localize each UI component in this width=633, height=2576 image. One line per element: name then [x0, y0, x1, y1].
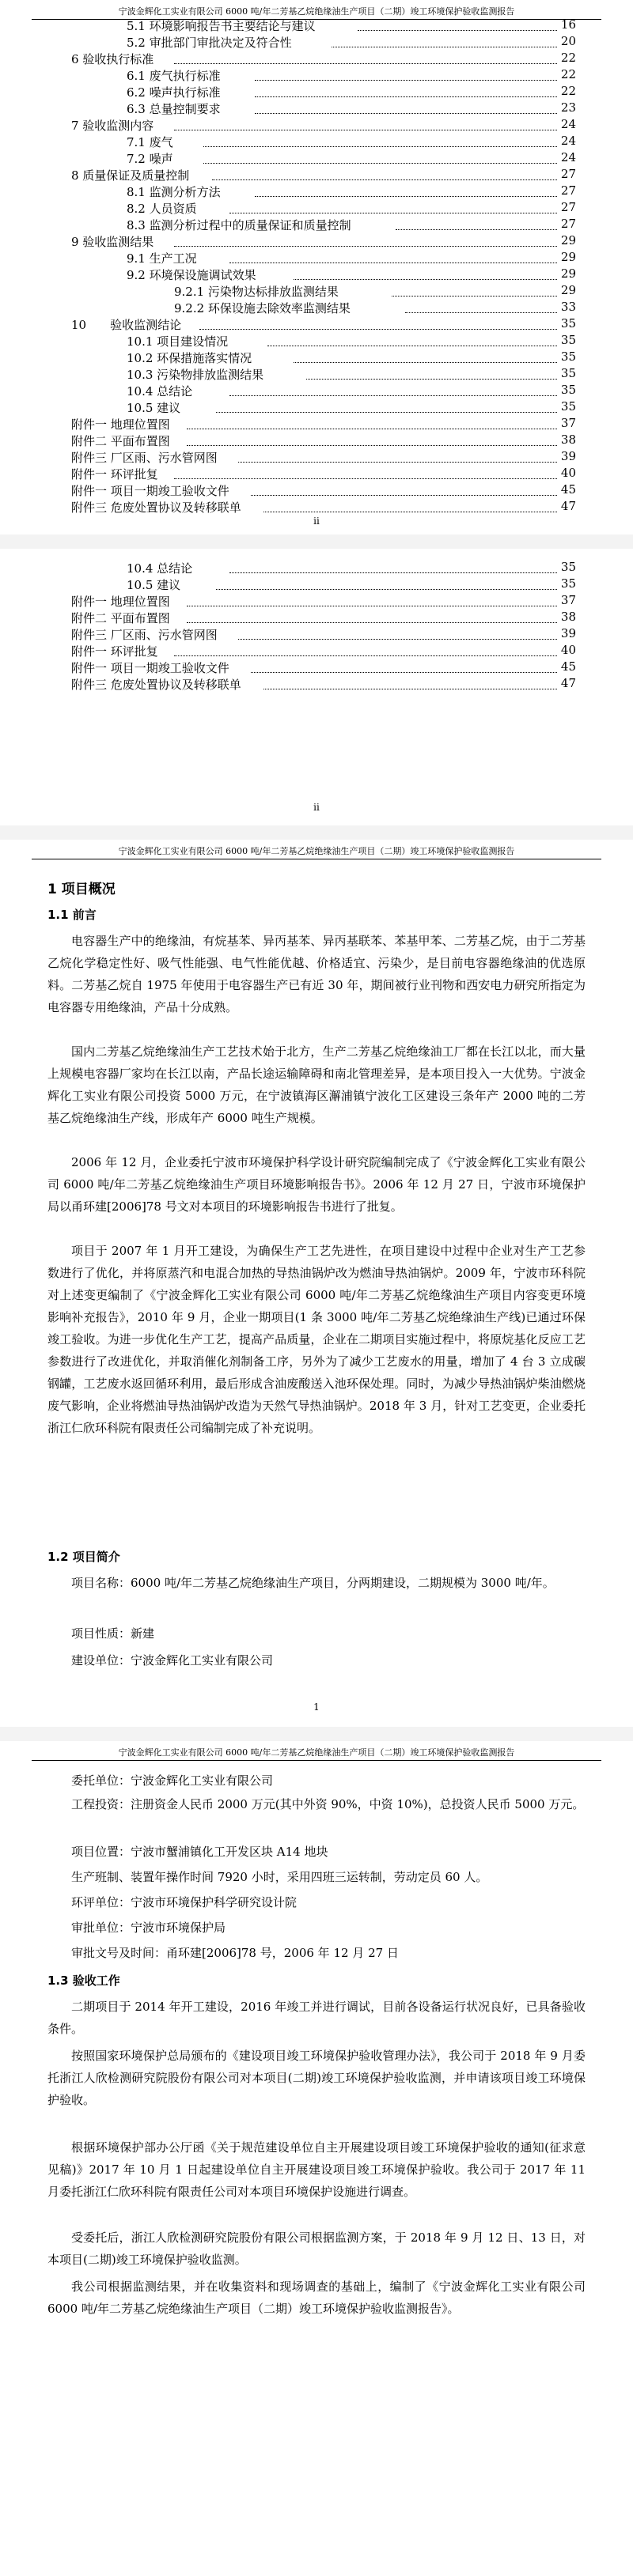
toc-entry-page: 35	[560, 383, 576, 397]
toc-entry-page: 45	[560, 659, 576, 674]
toc-entry-title: 10 验收监测结论	[71, 318, 182, 332]
toc-entry-page: 22	[560, 67, 576, 81]
toc-entry-title: 9.2 环境保设施调试效果	[127, 268, 256, 282]
paragraph: 我公司根据监测结果，并在收集资料和现场调查的基础上，编制了《宁波金辉化工实业有限公司 6000 吨/年二芳基乙烷绝缘油生产项目（二期）竣工环境保护验收监测报告》。	[47, 2279, 586, 2316]
info-line: 项目性质：新建	[71, 1626, 155, 1641]
toc-leader	[396, 217, 557, 230]
toc-entry-title: 8.1 监测分析方法	[127, 185, 221, 199]
toc-entry-title: 7 验收监测内容	[71, 119, 154, 133]
toc-entry-title: 附件一 环评批复	[71, 644, 158, 659]
toc-entry-page: 35	[560, 316, 576, 330]
toc-leader	[187, 432, 557, 446]
toc-entry-page: 47	[560, 499, 576, 513]
paragraph: 二期项目于 2014 年开工建设，2016 年竣工并进行调试，目前各设备运行状况良好，已具备验收条件。	[47, 2000, 586, 2036]
toc-entry-page: 35	[560, 576, 576, 591]
toc-entry-title: 附件一 环评批复	[71, 467, 158, 482]
info-line: 环评单位：宁波市环境保护科学研究设计院	[71, 1895, 298, 1909]
toc-entry-page: 35	[560, 399, 576, 414]
toc-leader	[251, 482, 557, 496]
toc-entry-title: 10.4 总结论	[127, 384, 193, 398]
toc-entry-title: 附件二 平面布置图	[71, 434, 170, 448]
toc-leader	[405, 300, 557, 313]
toc-entry-title: 附件三 厂区雨、污水管网图	[71, 628, 218, 642]
toc-entry-title: 10.4 总结论	[127, 561, 193, 576]
toc-entry-page: 27	[560, 217, 576, 231]
info-line: 建设单位：宁波金辉化工实业有限公司	[71, 1653, 274, 1668]
info-line: 项目位置：宁波市蟹浦镇化工开发区块 A14 地块	[71, 1845, 328, 1859]
paragraph: 电容器生产中的绝缘油，有烷基苯、异丙基苯、异丙基联苯、苯基甲苯、二芳基乙烷，由于二芳基乙烷化学稳定性好、吸气性能强、电气性能优越、价格适宜、污染少，是目前电容器绝缘油的优选原料。二芳基乙烷自 1975 年使用于电容器生产已有近 30 年，期间被行业刊物和西安电力研究所指定为电容器专用绝缘油，产品十分成熟。	[47, 934, 586, 1014]
page-separator	[0, 825, 633, 840]
toc-leader	[255, 67, 557, 81]
page-separator	[0, 1727, 633, 1741]
toc-entry-title: 5.2 审批部门审批决定及符合性	[127, 36, 292, 50]
toc-entry-title: 10.5 建议	[127, 578, 181, 592]
toc-entry-page: 35	[560, 349, 576, 364]
toc-entry-page: 29	[560, 250, 576, 264]
toc-entry-title: 6.1 废气执行标准	[127, 69, 221, 83]
toc-leader	[263, 499, 557, 512]
toc-entry-page: 40	[560, 466, 576, 480]
subsection-title: 1.2 项目简介	[47, 1550, 120, 1564]
toc-entry-title: 10.3 污染物排放监测结果	[127, 368, 264, 382]
toc-leader	[358, 17, 557, 31]
toc-leader	[238, 449, 557, 463]
toc-leader	[174, 117, 557, 130]
page-number: ii	[313, 802, 320, 813]
toc-entry-title: 10.5 建议	[127, 401, 181, 415]
toc-entry-page: 37	[560, 416, 576, 430]
toc-leader	[203, 134, 557, 147]
toc-entry-page: 22	[560, 84, 576, 98]
toc-leader	[229, 200, 557, 213]
toc-entry-title: 附件三 危废处置协议及转移联单	[71, 500, 241, 515]
page-header: 宁波金辉化工实业有限公司 6000 吨/年二芳基乙烷绝缘油生产项目（二期）竣工环境保护验收监测报告	[32, 5, 601, 20]
toc-entry-title: 附件一 地理位置图	[71, 417, 170, 432]
toc-leader	[199, 316, 557, 330]
toc-leader	[203, 150, 557, 164]
toc-leader	[267, 333, 557, 346]
toc-entry-page: 33	[560, 300, 576, 314]
toc-leader	[174, 51, 557, 64]
info-line: 审批单位：宁波市环境保护局	[71, 1921, 226, 1935]
toc-entry-page: 27	[560, 200, 576, 214]
toc-leader	[187, 593, 557, 606]
toc-entry-page: 24	[560, 117, 576, 131]
toc-entry-page: 27	[560, 183, 576, 198]
toc-leader	[216, 399, 557, 413]
page-header: 宁波金辉化工实业有限公司 6000 吨/年二芳基乙烷绝缘油生产项目（二期）竣工环境保护验收监测报告	[32, 1746, 601, 1761]
toc-entry-page: 35	[560, 333, 576, 347]
toc-entry-title: 8 质量保证及质量控制	[71, 168, 190, 183]
report-page-1	[0, 840, 633, 1727]
toc-entry-page: 29	[560, 266, 576, 281]
toc-entry-title: 附件三 厂区雨、污水管网图	[71, 451, 218, 465]
toc-entry-page: 24	[560, 134, 576, 148]
toc-entry-page: 39	[560, 626, 576, 640]
page-header: 宁波金辉化工实业有限公司 6000 吨/年二芳基乙烷绝缘油生产项目（二期）竣工环境保护验收监测报告	[32, 844, 601, 859]
toc-leader	[229, 383, 557, 396]
toc-entry-title: 9.1 生产工况	[127, 251, 197, 266]
toc-entry-title: 10.2 环保措施落实情况	[127, 351, 252, 365]
toc-entry-title: 附件二 平面布置图	[71, 611, 170, 625]
toc-entry-title: 10.1 项目建设情况	[127, 334, 229, 349]
page-separator	[0, 534, 633, 549]
toc-leader	[187, 610, 557, 623]
toc-entry-title: 8.2 人员资质	[127, 202, 197, 216]
page-number: ii	[313, 516, 320, 527]
toc-entry-title: 8.3 监测分析过程中的质量保证和质量控制	[127, 218, 351, 232]
toc-page-2	[0, 549, 633, 825]
paragraph: 项目名称：6000 吨/年二芳基乙烷绝缘油生产项目，分两期建设，二期规模为 3000 吨/年。	[71, 1576, 555, 1590]
toc-entry-page: 22	[560, 51, 576, 65]
toc-entry-page: 35	[560, 366, 576, 380]
toc-entry-page: 23	[560, 100, 576, 115]
toc-leader	[255, 100, 557, 114]
info-line: 审批文号及时间：甬环建[2006]78 号，2006 年 12 月 27 日	[71, 1946, 399, 1960]
toc-leader	[174, 643, 557, 656]
toc-leader	[306, 366, 557, 380]
toc-leader	[229, 560, 557, 573]
paragraph: 2006 年 12 月，企业委托宁波市环境保护科学设计研究院编制完成了《宁波金辉化工实业有限公司 6000 吨/年二芳基乙烷绝缘油生产项目环境影响报告书》。2006 年 12 月 27 日，宁波市环境保护局以甬环建[2006]78 号文对本项目的环境影响报告书进行了批复。	[47, 1155, 586, 1214]
toc-entry-title: 附件一 项目一期竣工验收文件	[71, 661, 229, 675]
paragraph: 根据环境保护部办公厅函《关于规范建设单位自主开展建设项目竣工环境保护验收的通知(征求意见稿)》2017 年 10 月 1 日起建设单位自主开展建设项目竣工环境保护验收。我公司于 2017 年 11 月委托浙江仁欣环科院有限责任公司对本项目环境保护设施进行调查。	[47, 2140, 586, 2199]
toc-entry-page: 47	[560, 676, 576, 690]
toc-page-1	[0, 0, 633, 534]
toc-leader	[187, 416, 557, 429]
toc-entry-page: 20	[560, 34, 576, 48]
toc-leader	[294, 266, 557, 280]
toc-entry[interactable]	[0, 676, 633, 695]
toc-entry-title: 附件三 危废处置协议及转移联单	[71, 678, 241, 692]
toc-leader	[263, 676, 557, 689]
toc-entry-page: 39	[560, 449, 576, 463]
toc-leader	[174, 233, 557, 247]
toc-entry-title: 6 验收执行标准	[71, 52, 154, 66]
toc-entry-title: 9.2.1 污染物达标排放监测结果	[174, 285, 339, 299]
toc-entry-page: 24	[560, 150, 576, 164]
toc-entry-page: 37	[560, 593, 576, 607]
report-page-2	[0, 1741, 633, 2576]
toc-leader	[392, 283, 557, 297]
toc-leader	[294, 349, 557, 363]
info-line: 委托单位：宁波金辉化工实业有限公司	[71, 1773, 274, 1788]
info-line: 生产班制、装置年操作时间 7920 小时，采用四班三运转制，劳动定员 60 人。	[71, 1870, 488, 1884]
paragraph: 国内二芳基乙烷绝缘油生产工艺技术始于北方，生产二芳基乙烷绝缘油工厂都在长江以北，而大量上规模电容器厂家均在长江以南，产品长途运输障碍和南北管理差异，是本项目投入一大优势。宁波金辉化工实业有限公司投资 5000 万元，在宁波镇海区澥浦镇宁波化工区建设三条年产 2000 吨的二芳基乙烷绝缘油生产线，形成年产 6000 吨生产规模。	[47, 1044, 586, 1125]
toc-entry-title: 附件一 地理位置图	[71, 595, 170, 609]
toc-leader	[255, 84, 557, 97]
toc-entry-page: 29	[560, 233, 576, 247]
paragraph: 受委托后，浙江人欣检测研究院股份有限公司根据监测方案，于 2018 年 9 月 12 日、13 日，对本项目(二期)竣工环境保护验收监测。	[47, 2230, 586, 2267]
toc-entry-page: 40	[560, 643, 576, 657]
toc-entry-title: 7.1 废气	[127, 135, 173, 149]
section-title: 1 项目概况	[47, 882, 116, 897]
toc-entry-page: 29	[560, 283, 576, 297]
subsection-title: 1.1 前言	[47, 908, 97, 922]
toc-entry-title: 5.1 环境影响报告书主要结论与建议	[127, 19, 316, 33]
toc-entry-title: 9 验收监测结果	[71, 235, 154, 249]
paragraph: 按照国家环境保护总局颁布的《建设项目竣工环境保护验收管理办法》，我公司于 2018 年 9 月委托浙江人欣检测研究院股份有限公司对本项目(二期)竣工环境保护验收监测，并申请该项目竣工环境保护验收。	[47, 2049, 586, 2107]
toc-leader	[212, 167, 557, 180]
toc-entry-title: 9.2.2 环保设施去除效率监测结果	[174, 301, 351, 315]
subsection-title: 1.3 验收工作	[47, 1974, 120, 1988]
toc-leader	[332, 34, 557, 47]
info-line: 工程投资：注册资金人民币 2000 万元(其中外资 90%，中资 10%)，总投资人民币 5000 万元。	[71, 1797, 585, 1811]
toc-entry-title: 附件一 项目一期竣工验收文件	[71, 484, 229, 498]
toc-leader	[251, 659, 557, 673]
toc-entry-page: 27	[560, 167, 576, 181]
page-number: 1	[313, 1702, 320, 1713]
toc-entry-page: 35	[560, 560, 576, 574]
toc-entry-title: 6.2 噪声执行标准	[127, 85, 221, 100]
paragraph: 项目于 2007 年 1 月开工建设，为确保生产工艺先进性，在项目建设中过程中企业对生产工艺参数进行了优化，并将原蒸汽和电混合加热的导热油锅炉改为燃油导热油锅炉。2009 年，宁波市环科院对上述变更编制了《宁波金辉化工实业有限公司 6000 吨/年二芳基乙烷绝缘油生产项目内容变更环境影响补充报告》，2010 年 9 月，企业一期项目(1 条 3000 吨/年二芳基乙烷绝缘油生产线)已通过环保竣工验收。为进一步优化生产工艺，提高产品质量，企业在二期项目实施过程中，将原烷基化反应工艺参数进行了改进优化，并取消催化剂制备工序，另外为了减少工艺废水的用量，增加了 4 台 3 立成碳钢罐，工艺废水返回循环利用，最后形成含油废酸送入池环保处理。同时，为减少导热油锅炉柴油燃烧废气影响，企业将燃油导热油锅炉改造为天然气导热油锅炉。2018 年 3 月，针对工艺变更，企业委托浙江仁欣环科院有限责任公司编制完成了补充说明。	[47, 1244, 586, 1435]
toc-entry-title: 6.3 总量控制要求	[127, 102, 221, 116]
toc-leader	[174, 466, 557, 479]
toc-leader	[238, 626, 557, 640]
toc-entry-title: 7.2 噪声	[127, 152, 173, 166]
toc-leader	[229, 250, 557, 263]
toc-leader	[255, 183, 557, 197]
toc-leader	[216, 576, 557, 590]
toc-entry-page: 45	[560, 482, 576, 497]
toc-entry-page: 16	[560, 17, 576, 32]
toc-entry-page: 38	[560, 610, 576, 624]
toc-entry-page: 38	[560, 432, 576, 447]
